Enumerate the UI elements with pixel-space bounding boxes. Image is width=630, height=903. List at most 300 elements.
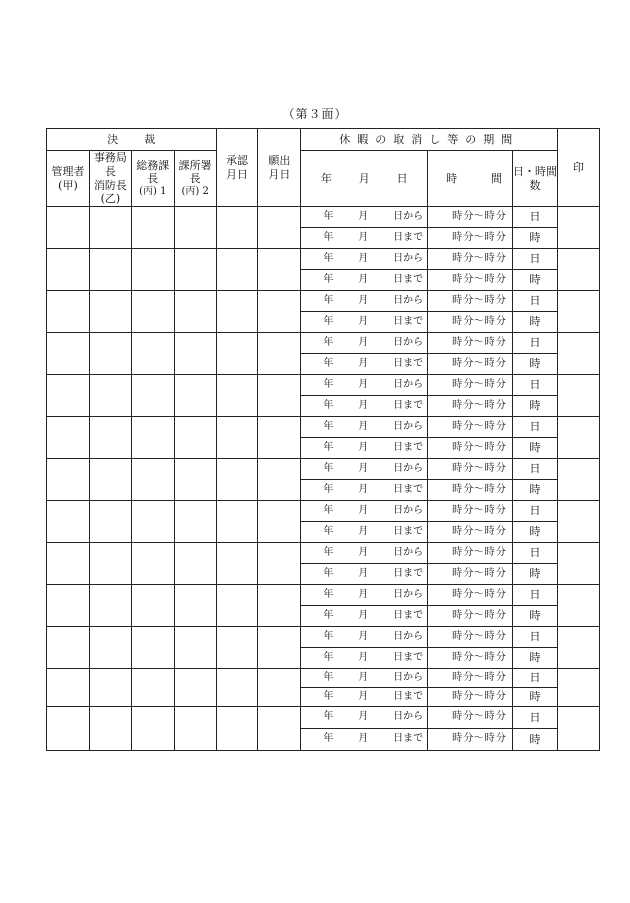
end-date-cell[interactable]	[301, 354, 428, 375]
hour-unit-label: 時	[529, 357, 541, 371]
kasho-cell[interactable]	[174, 543, 216, 585]
minute-label: 分	[495, 357, 506, 369]
jimu-cell[interactable]	[89, 459, 131, 501]
hour-count-cell[interactable]	[512, 312, 557, 333]
kasho-cell[interactable]	[174, 333, 216, 375]
start-time-cell[interactable]	[428, 291, 513, 312]
start-time-cell[interactable]	[428, 707, 513, 729]
hour-label: 時	[452, 733, 463, 745]
day-count-cell[interactable]	[512, 459, 557, 480]
month-label: 月	[358, 441, 369, 453]
hour-count-cell[interactable]	[512, 648, 557, 669]
day-count-cell[interactable]	[512, 585, 557, 606]
negaide-date-cell[interactable]	[258, 501, 301, 543]
end-time-cell[interactable]	[428, 729, 513, 751]
hour-count-cell[interactable]	[512, 564, 557, 585]
shonin-date-cell[interactable]	[216, 375, 258, 417]
end-date-cell[interactable]	[301, 564, 428, 585]
end-time-cell[interactable]	[428, 522, 513, 543]
hour-label: 時	[452, 336, 463, 348]
minute-label: 分	[495, 378, 506, 390]
end-date-cell[interactable]	[301, 396, 428, 417]
hour-label: 時	[452, 609, 463, 621]
minute-tilde-label: 分～	[463, 315, 484, 327]
hour-count-cell[interactable]	[512, 270, 557, 291]
day-label: 日から	[393, 252, 424, 264]
month-label: 月	[358, 733, 369, 745]
end-date-cell[interactable]	[301, 648, 428, 669]
start-time-cell[interactable]	[428, 501, 513, 522]
hour-unit-label: 時	[529, 315, 541, 329]
start-date-cell[interactable]	[301, 375, 428, 396]
entry-row	[47, 249, 600, 270]
kanrisha-cell[interactable]	[47, 585, 90, 627]
start-time-cell[interactable]	[428, 375, 513, 396]
hour-count-cell[interactable]	[512, 396, 557, 417]
negaide-date-cell[interactable]	[258, 669, 301, 707]
year-label: 年	[323, 588, 334, 600]
minute-label: 分	[495, 483, 506, 495]
somu-cell[interactable]	[131, 669, 174, 707]
shonin-date-cell[interactable]	[216, 207, 258, 249]
start-date-cell[interactable]	[301, 501, 428, 522]
jimu-cell[interactable]	[89, 333, 131, 375]
minute-label: 分	[495, 462, 506, 474]
hour-unit-label: 時	[529, 525, 541, 539]
day-label: 日から	[393, 294, 424, 306]
seal-cell[interactable]	[558, 417, 600, 459]
somu-cell[interactable]	[131, 207, 174, 249]
hour-unit-label: 時	[529, 399, 541, 413]
kanrisha-cell[interactable]	[47, 627, 90, 669]
jimu-cell[interactable]	[89, 501, 131, 543]
day-unit-label: 日	[529, 210, 541, 224]
shonin-date-cell[interactable]	[216, 543, 258, 585]
start-date-cell[interactable]	[301, 417, 428, 438]
minute-label: 分	[495, 231, 506, 243]
kanrisha-cell[interactable]	[47, 249, 90, 291]
minute-label: 分	[495, 588, 506, 600]
kanrisha-cell[interactable]	[47, 459, 90, 501]
kanrisha-cell[interactable]	[47, 669, 90, 707]
day-count-cell[interactable]	[512, 207, 557, 228]
end-time-cell[interactable]	[428, 354, 513, 375]
minute-label: 分	[495, 315, 506, 327]
negaide-date-label: 月日	[268, 167, 291, 181]
minute-tilde-label: 分～	[463, 588, 484, 600]
start-date-cell[interactable]	[301, 207, 428, 228]
negaide-date-cell[interactable]	[258, 543, 301, 585]
hour-label: 時	[452, 711, 463, 723]
entry-row	[47, 543, 600, 564]
end-time-cell[interactable]	[428, 564, 513, 585]
start-time-cell[interactable]	[428, 333, 513, 354]
negaide-date-cell[interactable]	[258, 333, 301, 375]
somu-header	[131, 151, 174, 207]
start-time-cell[interactable]	[428, 627, 513, 648]
kasho-cell[interactable]	[174, 207, 216, 249]
jimu-cell[interactable]	[89, 207, 131, 249]
somu-cell[interactable]	[131, 543, 174, 585]
day-count-cell[interactable]	[512, 291, 557, 312]
hour-label: 時	[484, 399, 495, 411]
somu-cell[interactable]	[131, 585, 174, 627]
hour-label: 時	[452, 690, 463, 702]
month-label: 月	[358, 651, 369, 663]
end-date-cell[interactable]	[301, 438, 428, 459]
minute-label: 分	[495, 690, 506, 702]
end-date-cell[interactable]	[301, 688, 428, 707]
hour-count-cell[interactable]	[512, 729, 557, 751]
jimu-cell[interactable]	[89, 627, 131, 669]
somu-cell[interactable]	[131, 375, 174, 417]
shonin-date-cell[interactable]	[216, 585, 258, 627]
kanrisha-cell[interactable]	[47, 375, 90, 417]
hour-unit-label: 時	[529, 441, 541, 455]
seal-cell[interactable]	[558, 543, 600, 585]
start-date-cell[interactable]	[301, 249, 428, 270]
shonin-date-cell[interactable]	[216, 333, 258, 375]
somu-cell[interactable]	[131, 417, 174, 459]
day-label: 日まで	[393, 231, 424, 243]
jimu-cell[interactable]	[89, 707, 131, 751]
hour-label: 時	[452, 504, 463, 516]
shonin-date-cell[interactable]	[216, 669, 258, 707]
seal-cell[interactable]	[558, 459, 600, 501]
kanrisha-cell[interactable]	[47, 501, 90, 543]
minute-tilde-label: 分～	[463, 273, 484, 285]
hour-label: 時	[484, 671, 495, 683]
negaide-date-cell[interactable]	[258, 291, 301, 333]
end-time-cell[interactable]	[428, 606, 513, 627]
year-label: 年	[323, 567, 334, 579]
minute-tilde-label: 分～	[463, 441, 484, 453]
negaide-date-cell[interactable]	[258, 627, 301, 669]
minute-tilde-label: 分～	[463, 252, 484, 264]
minute-tilde-label: 分～	[463, 525, 484, 537]
somu-cell[interactable]	[131, 459, 174, 501]
hour-unit-label: 時	[529, 609, 541, 623]
shonin-label: 承認	[226, 153, 249, 167]
hour-label: 時	[484, 252, 495, 264]
end-date-cell[interactable]	[301, 480, 428, 501]
start-date-cell[interactable]	[301, 669, 428, 688]
kanrisha-cell[interactable]	[47, 333, 90, 375]
minute-tilde-label: 分～	[463, 357, 484, 369]
minute-label: 分	[495, 336, 506, 348]
hour-count-cell[interactable]	[512, 354, 557, 375]
kasho-cell[interactable]	[174, 459, 216, 501]
hour-unit-label: 時	[529, 567, 541, 581]
day-unit-label: 日	[529, 588, 541, 602]
hour-label: 時	[452, 420, 463, 432]
kasho-cell[interactable]	[174, 669, 216, 707]
seal-cell[interactable]	[558, 707, 600, 751]
end-time-cell[interactable]	[428, 648, 513, 669]
seal-cell[interactable]	[558, 501, 600, 543]
kanrisha-cell[interactable]	[47, 543, 90, 585]
entry-row	[47, 501, 600, 522]
year-label: 年	[323, 690, 334, 702]
jimu-cell[interactable]	[89, 291, 131, 333]
hour-count-cell[interactable]	[512, 480, 557, 501]
shonin-date-cell[interactable]	[216, 707, 258, 751]
kanrisha-cell[interactable]	[47, 707, 90, 751]
end-date-cell[interactable]	[301, 729, 428, 751]
jimu-cell[interactable]	[89, 669, 131, 707]
negaide-date-cell[interactable]	[258, 417, 301, 459]
hour-label: 時	[484, 357, 495, 369]
seal-cell[interactable]	[558, 333, 600, 375]
negaide-date-cell[interactable]	[258, 707, 301, 751]
month-label: 月	[358, 294, 369, 306]
negaide-date-cell[interactable]	[258, 207, 301, 249]
end-date-cell[interactable]	[301, 312, 428, 333]
day-count-cell[interactable]	[512, 417, 557, 438]
kasho-cell[interactable]	[174, 417, 216, 459]
day-unit-label: 日	[529, 462, 541, 476]
somu-cell[interactable]	[131, 707, 174, 751]
start-time-cell[interactable]	[428, 669, 513, 688]
seal-cell[interactable]	[558, 375, 600, 417]
year-label: 年	[323, 315, 334, 327]
end-date-cell[interactable]	[301, 228, 428, 249]
month-label: 月	[358, 231, 369, 243]
shonin-date-cell[interactable]	[216, 501, 258, 543]
end-time-cell[interactable]	[428, 312, 513, 333]
month-label: 月	[358, 588, 369, 600]
month-label: 月	[358, 690, 369, 702]
year-label: 年	[323, 399, 334, 411]
kasho-label: 課所署長	[178, 158, 212, 186]
minute-tilde-label: 分～	[463, 671, 484, 683]
entry-row	[47, 375, 600, 396]
hour-label: 時	[484, 462, 495, 474]
month-label: 月	[358, 210, 369, 222]
day-count-cell[interactable]	[512, 333, 557, 354]
seal-cell[interactable]	[558, 291, 600, 333]
kanrisha-cell[interactable]	[47, 291, 90, 333]
jimu-cell[interactable]	[89, 585, 131, 627]
kanrisha-cell[interactable]	[47, 207, 90, 249]
day-label: 日まで	[393, 733, 424, 745]
negaide-date-cell[interactable]	[258, 249, 301, 291]
start-time-cell[interactable]	[428, 417, 513, 438]
end-time-cell[interactable]	[428, 270, 513, 291]
month-label: 月	[358, 567, 369, 579]
somu-cell[interactable]	[131, 501, 174, 543]
minute-tilde-label: 分～	[463, 567, 484, 579]
jimu-cell[interactable]	[89, 543, 131, 585]
day-label: 日から	[393, 504, 424, 516]
shonin-header	[216, 129, 258, 207]
start-time-cell[interactable]	[428, 249, 513, 270]
start-date-cell[interactable]	[301, 627, 428, 648]
end-date-cell[interactable]	[301, 522, 428, 543]
start-date-cell[interactable]	[301, 291, 428, 312]
hour-label: 時	[484, 210, 495, 222]
somu-cell[interactable]	[131, 627, 174, 669]
negaide-date-cell[interactable]	[258, 375, 301, 417]
shonin-date-cell[interactable]	[216, 291, 258, 333]
day-count-cell[interactable]	[512, 669, 557, 688]
minute-tilde-label: 分～	[463, 651, 484, 663]
start-date-cell[interactable]	[301, 333, 428, 354]
seal-cell[interactable]	[558, 249, 600, 291]
hour-label: 時	[484, 273, 495, 285]
year-label: 年	[323, 357, 334, 369]
start-time-cell[interactable]	[428, 543, 513, 564]
end-time-cell[interactable]	[428, 480, 513, 501]
month-label: 月	[358, 273, 369, 285]
shonin-date-cell[interactable]	[216, 459, 258, 501]
start-date-cell[interactable]	[301, 585, 428, 606]
start-date-cell[interactable]	[301, 543, 428, 564]
hour-count-cell[interactable]	[512, 688, 557, 707]
somu-cell[interactable]	[131, 333, 174, 375]
jimu-cell[interactable]	[89, 249, 131, 291]
somu-cell[interactable]	[131, 291, 174, 333]
day-label: 日まで	[393, 651, 424, 663]
day-count-cell[interactable]	[512, 249, 557, 270]
hour-label: 時	[452, 315, 463, 327]
entry-row	[47, 333, 600, 354]
end-time-cell[interactable]	[428, 438, 513, 459]
kasho-cell[interactable]	[174, 585, 216, 627]
day-label: 日まで	[393, 441, 424, 453]
day-unit-label: 日	[529, 294, 541, 308]
end-time-cell[interactable]	[428, 228, 513, 249]
shonin-date-label: 月日	[226, 167, 249, 181]
kasho-cell[interactable]	[174, 627, 216, 669]
month-label: 月	[358, 420, 369, 432]
hour-unit-label: 時	[529, 483, 541, 497]
hour-label: 時	[484, 483, 495, 495]
hour-label: 時	[452, 525, 463, 537]
time-col-header	[428, 151, 513, 207]
year-label: 年	[323, 651, 334, 663]
year-label: 年	[323, 630, 334, 642]
seal-cell[interactable]	[558, 669, 600, 707]
day-label: 日から	[393, 210, 424, 222]
day-unit-label: 日	[529, 420, 541, 434]
end-date-cell[interactable]	[301, 270, 428, 291]
hour-label: 時	[484, 733, 495, 745]
hour-label: 時	[484, 651, 495, 663]
day-label: 日から	[393, 420, 424, 432]
hour-count-cell[interactable]	[512, 228, 557, 249]
day-count-cell[interactable]	[512, 627, 557, 648]
somu-label: 総務課長	[136, 158, 170, 186]
jimu-label: 事務局長	[93, 151, 127, 178]
day-label: 日から	[393, 630, 424, 642]
jimu-cell[interactable]	[89, 417, 131, 459]
negaide-date-cell[interactable]	[258, 585, 301, 627]
jimu-cell[interactable]	[89, 375, 131, 417]
hour-count-cell[interactable]	[512, 522, 557, 543]
month-col-label: 月	[358, 171, 370, 185]
day-label: 日まで	[393, 609, 424, 621]
cancellation-period-table	[46, 128, 600, 751]
hour-label: 時	[452, 378, 463, 390]
minute-label: 分	[495, 733, 506, 745]
minute-label: 分	[495, 546, 506, 558]
end-time-cell[interactable]	[428, 396, 513, 417]
day-label: 日まで	[393, 690, 424, 702]
day-label: 日から	[393, 336, 424, 348]
minute-label: 分	[495, 294, 506, 306]
hour-unit-label: 時	[529, 231, 541, 245]
end-date-cell[interactable]	[301, 606, 428, 627]
kasho-cell[interactable]	[174, 707, 216, 751]
kasho-cell[interactable]	[174, 249, 216, 291]
hour-label: 時	[484, 609, 495, 621]
minute-label: 分	[495, 671, 506, 683]
start-date-cell[interactable]	[301, 459, 428, 480]
hour-label: 時	[452, 273, 463, 285]
day-count-cell[interactable]	[512, 543, 557, 564]
kasho-cell[interactable]	[174, 375, 216, 417]
kasho-cell[interactable]	[174, 501, 216, 543]
date-col-header	[301, 151, 428, 207]
end-time-cell[interactable]	[428, 688, 513, 707]
hour-label: 時	[484, 231, 495, 243]
shonin-date-cell[interactable]	[216, 417, 258, 459]
entry-row	[47, 459, 600, 480]
hour-label: 時	[452, 630, 463, 642]
year-label: 年	[323, 462, 334, 474]
shobocho-label: 消防長	[93, 178, 127, 192]
kanrisha-cell[interactable]	[47, 417, 90, 459]
day-unit-label: 日	[529, 336, 541, 350]
somu-cell[interactable]	[131, 249, 174, 291]
day-count-cell[interactable]	[512, 375, 557, 396]
hour-label: 時	[452, 357, 463, 369]
shonin-date-cell[interactable]	[216, 627, 258, 669]
hour-count-cell[interactable]	[512, 606, 557, 627]
minute-label: 分	[495, 609, 506, 621]
day-count-cell[interactable]	[512, 707, 557, 729]
year-label: 年	[323, 294, 334, 306]
start-date-cell[interactable]	[301, 707, 428, 729]
hour-label: 時	[484, 315, 495, 327]
shonin-date-cell[interactable]	[216, 249, 258, 291]
period-header: 休暇の取消し等の期間	[301, 129, 558, 151]
hour-count-cell[interactable]	[512, 438, 557, 459]
seal-cell[interactable]	[558, 627, 600, 669]
month-label: 月	[358, 504, 369, 516]
day-unit-label: 日	[529, 710, 541, 724]
minute-label: 分	[495, 420, 506, 432]
day-count-cell[interactable]	[512, 501, 557, 522]
seal-cell[interactable]	[558, 207, 600, 249]
hour-label: 時	[452, 546, 463, 558]
start-time-cell[interactable]	[428, 207, 513, 228]
hour-label: 時	[452, 441, 463, 453]
seal-cell[interactable]	[558, 585, 600, 627]
kasho-cell[interactable]	[174, 291, 216, 333]
month-label: 月	[358, 399, 369, 411]
month-label: 月	[358, 462, 369, 474]
start-time-cell[interactable]	[428, 585, 513, 606]
minute-tilde-label: 分～	[463, 609, 484, 621]
negaide-date-cell[interactable]	[258, 459, 301, 501]
entry-row	[47, 669, 600, 688]
day-unit-label: 日	[529, 252, 541, 266]
year-label: 年	[323, 711, 334, 723]
start-time-cell[interactable]	[428, 459, 513, 480]
hour-label: 時	[452, 210, 463, 222]
